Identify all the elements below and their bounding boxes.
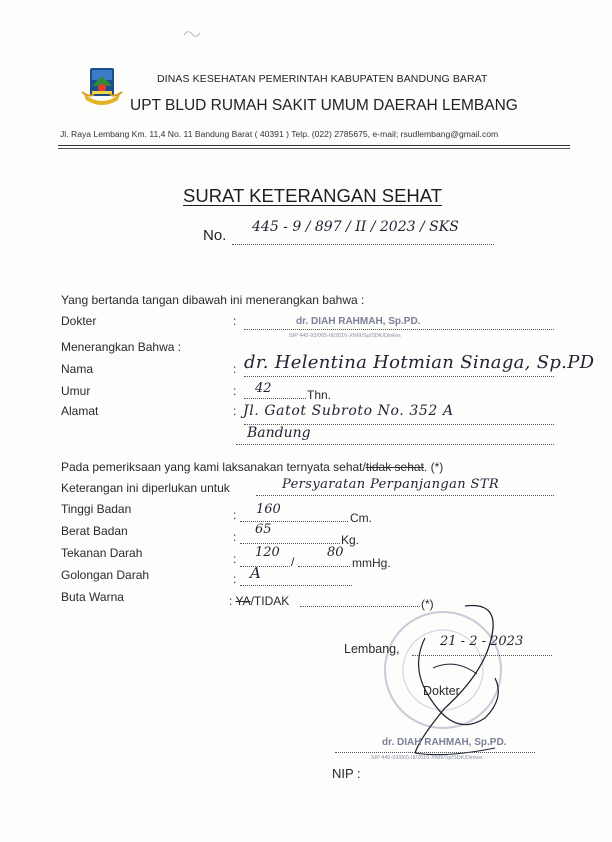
- colon: :: [233, 404, 237, 418]
- tensi-slash: /: [291, 555, 295, 569]
- tensi-diastolic: 80: [327, 545, 344, 560]
- berat-dots: [240, 543, 340, 544]
- menerangkan-label: Menerangkan Bahwa :: [61, 340, 182, 354]
- buta-value: : YA/TIDAK: [229, 594, 290, 608]
- tensi-dia-dots: [298, 566, 350, 567]
- alamat-dots-2: [236, 444, 554, 445]
- golongan-label: Golongan Darah: [61, 568, 150, 582]
- nama-label: Nama: [61, 362, 94, 376]
- header-rule: [58, 145, 570, 146]
- document-title: SURAT KETERANGAN SEHAT: [183, 185, 443, 206]
- golongan-dots: [240, 585, 352, 586]
- tensi-label: Tekanan Darah: [61, 546, 143, 560]
- alamat-label: Alamat: [61, 404, 99, 418]
- header-dinas: DINAS KESEHATAN PEMERINTAH KABUPATEN BANDUNG BARAT: [157, 73, 488, 85]
- signature-role: Dokter: [423, 684, 460, 698]
- signature-date: 21 - 2 - 2023: [440, 634, 524, 649]
- colon: :: [233, 530, 237, 544]
- scan-mark: [182, 27, 206, 39]
- alamat-line-1: Jl. Gatot Subroto No. 352 A: [243, 403, 454, 419]
- header-address: Jl. Raya Lembang Km. 11,4 No. 11 Bandung Barat ( 40391 ) Telp. (022) 2785675, e-mail; rsudlembang@gmail.com: [60, 129, 499, 139]
- buta-struck: YA: [235, 594, 251, 608]
- alamat-line-2: Bandung: [247, 425, 311, 441]
- tinggi-unit: Cm.: [350, 511, 372, 525]
- berat-label: Berat Badan: [61, 524, 128, 538]
- nip-label: NIP :: [332, 766, 361, 781]
- dokter-dots: [244, 329, 554, 330]
- signature-place: Lembang,: [344, 642, 400, 656]
- berat-value: 65: [255, 522, 272, 537]
- intro-text: Yang bertanda tangan dibawah ini menerangkan bahwa :: [61, 293, 365, 307]
- buta-label: Buta Warna: [61, 590, 124, 604]
- berat-unit: Kg.: [341, 533, 360, 547]
- nama-value: dr. Helentina Hotmian Sinaga, Sp.PD: [244, 352, 595, 373]
- colon: :: [233, 508, 237, 522]
- tinggi-value: 160: [256, 502, 281, 517]
- colon: :: [233, 384, 237, 398]
- health-statement: [61, 460, 443, 474]
- tensi-unit: mmHg.: [352, 556, 391, 570]
- colon: :: [233, 314, 237, 328]
- tensi-systolic: 120: [255, 545, 280, 560]
- dokter-sip: SIP 440-93/065-III/2016-XNIII/Sp/SDK/Dinkes: [289, 333, 401, 339]
- tensi-sys-dots: [240, 566, 290, 567]
- number-label: No.: [203, 227, 227, 244]
- colon: :: [233, 572, 237, 586]
- umur-dots: [244, 398, 306, 399]
- umur-label: Umur: [61, 384, 91, 398]
- document-number: 445 - 9 / 897 / II / 2023 / SKS: [252, 219, 459, 235]
- dokter-label: Dokter: [61, 314, 97, 328]
- buta-suffix: (*): [421, 597, 434, 611]
- tinggi-label: Tinggi Badan: [61, 502, 132, 516]
- signer-stamp-name: dr. DIAH RAHMAH, Sp.PD.: [382, 737, 507, 748]
- signer-sip: SIP 440-93/065-III/2016-XNIII/Sp/SDK/Dinkes: [371, 755, 483, 761]
- colon: :: [233, 362, 237, 376]
- buta-tidak: /TIDAK: [250, 594, 290, 608]
- number-dots: [232, 244, 494, 245]
- keperluan-label: Keterangan ini diperlukan untuk: [61, 481, 230, 495]
- header-rule-thin: [58, 148, 570, 149]
- statement-suffix: . (*): [423, 460, 444, 474]
- kabupaten-logo-icon: [80, 64, 124, 108]
- header-hospital-name: UPT BLUD RUMAH SAKIT UMUM DAERAH LEMBANG: [130, 97, 518, 114]
- statement-struck: tidak sehat: [365, 460, 424, 474]
- statement-prefix: Pada pemeriksaan yang kami laksanakan ternyata sehat/: [61, 460, 366, 474]
- dokter-stamp: dr. DIAH RAHMAH, Sp.PD.: [296, 316, 421, 327]
- signer-dots: [335, 752, 535, 753]
- golongan-value: A: [250, 564, 261, 582]
- keperluan-value: Persyaratan Perpanjangan STR: [282, 477, 500, 492]
- umur-unit: Thn.: [307, 388, 332, 402]
- colon: :: [233, 552, 237, 566]
- umur-value: 42: [255, 381, 272, 396]
- keperluan-dots: [256, 495, 554, 496]
- nama-dots: [244, 376, 554, 377]
